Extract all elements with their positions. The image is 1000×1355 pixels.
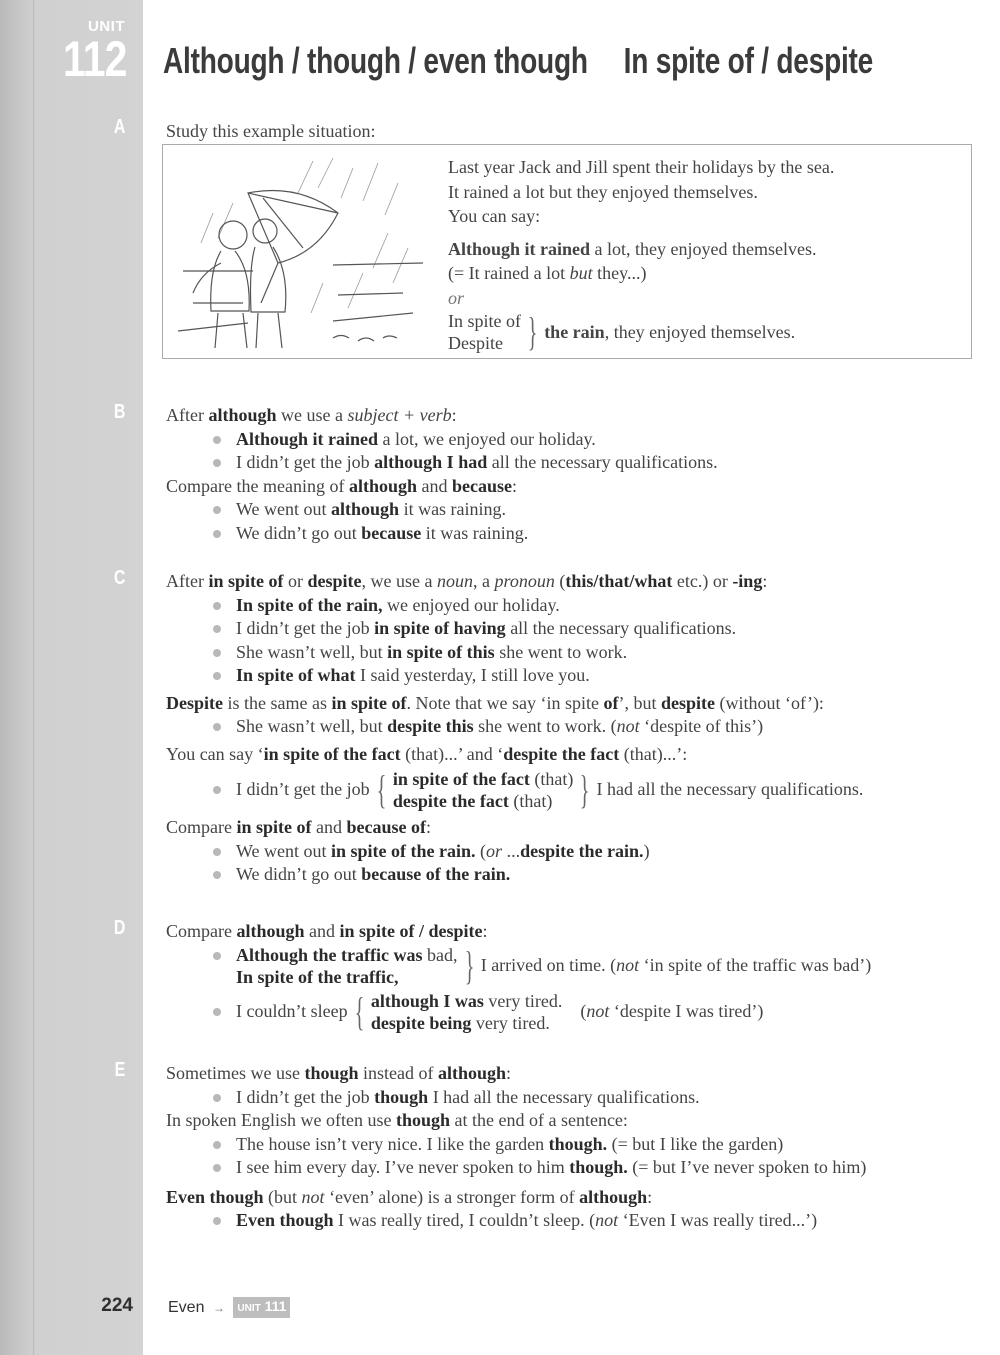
bullet-icon [213, 625, 221, 633]
text: it was raining. [399, 499, 507, 519]
text: we use a [276, 405, 348, 425]
text: we enjoyed our holiday. [382, 594, 560, 615]
bold-word: of [603, 692, 619, 713]
example-bullet [166, 617, 863, 641]
example-bullet [166, 641, 863, 665]
brace-group [236, 768, 863, 812]
example-bullet [166, 1156, 866, 1180]
right-brace-icon: } [580, 767, 590, 812]
text: , they enjoyed themselves. [604, 321, 796, 342]
bold-phrase: Even though [236, 1210, 334, 1230]
spoken-note [166, 1109, 866, 1133]
text: very tired. [471, 1012, 550, 1033]
section-e-intro [166, 1062, 866, 1086]
despite-note [166, 692, 863, 716]
option [236, 945, 458, 965]
example-bullet [166, 522, 718, 546]
text: I arrived on time. ( [480, 954, 617, 975]
section-letter-d: D [113, 917, 125, 939]
italic-word: not [301, 1186, 325, 1207]
box-line-1: Last year Jack and Jill spent their holidays by the sea. [448, 157, 835, 177]
unit-sidebar [0, 0, 143, 1355]
bold-phrase: Even though [166, 1186, 264, 1207]
text: ) [643, 840, 650, 861]
bullet-icon [213, 1164, 221, 1172]
bold-word: despite [307, 571, 362, 591]
bullet-icon [213, 1217, 221, 1225]
italic-phrase: subject + verb [347, 405, 452, 425]
unit-number: 112 [63, 31, 127, 87]
example-bullet [166, 863, 863, 887]
text: , we use a [361, 571, 437, 591]
right-brace-icon: } [527, 309, 538, 354]
text: ( [580, 1000, 587, 1021]
text: a lot, they enjoyed themselves. [590, 238, 817, 259]
section-a-intro: Study this example situation: [166, 121, 376, 141]
text: bad, [422, 944, 458, 965]
text: : [647, 1186, 653, 1207]
section-e [166, 1062, 866, 1233]
example-bullet [166, 1133, 866, 1157]
text: : [426, 817, 432, 837]
text: I was really tired, I couldn’t sleep. ( [333, 1210, 596, 1230]
option-stack [236, 944, 458, 988]
box-line-2: It rained a lot but they enjoyed themselves. [448, 181, 758, 202]
bold-word: because [361, 522, 422, 543]
section-letter-b: B [113, 401, 125, 423]
text: ... [502, 840, 521, 861]
page-binding-edge [33, 0, 34, 1355]
bold-phrase: in spite of this [387, 641, 495, 662]
text: etc.) or [672, 571, 733, 591]
text: We didn’t go out [236, 864, 362, 884]
text: she went to work. [494, 641, 628, 662]
box-example-2 [448, 261, 834, 286]
text: Compare [166, 921, 237, 941]
bold-phrase: the rain [544, 321, 605, 342]
bullet-icon [213, 530, 221, 538]
bold-word: in spite of [236, 817, 312, 837]
text: ‘Even I was really tired...’) [618, 1210, 818, 1230]
text: ‘even’ alone) is a stronger form of [324, 1186, 580, 1207]
text: all the necessary qualifications. [487, 452, 718, 472]
brace-group [236, 944, 871, 988]
option-despite: Despite [448, 333, 503, 353]
bullet-icon [213, 871, 221, 879]
footer-text: Even [168, 1299, 205, 1316]
text: ‘despite of this’) [639, 716, 764, 736]
text: Compare [166, 817, 237, 837]
text: I didn’t get the job [236, 779, 370, 800]
bold-phrase: Although it rained [448, 238, 591, 259]
unit-badge-number: 111 [264, 1298, 287, 1314]
brace-group [236, 990, 763, 1034]
italic-word: noun [436, 571, 473, 591]
text: and [416, 475, 452, 496]
text: I said yesterday, I still love you. [355, 665, 590, 685]
unit-111-link[interactable] [233, 1297, 290, 1318]
text: Sometimes we use [166, 1063, 305, 1083]
bold-word: in spite of [208, 571, 284, 591]
option-in-spite-of: In spite of [448, 311, 521, 331]
text: She wasn’t well, but [236, 716, 388, 736]
example-bullet [166, 498, 718, 522]
text: ‘in spite of the traffic was bad’) [639, 954, 872, 975]
left-brace-icon: { [354, 988, 365, 1034]
section-d [166, 920, 871, 1034]
text: : [762, 571, 768, 591]
compare-intro [166, 475, 718, 499]
section-letter-c: C [113, 567, 125, 589]
text: You can say ‘ [166, 743, 264, 764]
d2-post [580, 1000, 763, 1024]
example-situation-box [162, 144, 972, 359]
bold-word: because [451, 475, 512, 496]
bold-phrase: in spite of the rain. [331, 840, 476, 861]
example-bullet-braced [166, 990, 871, 1034]
italic-word: not [616, 716, 640, 736]
section-b [166, 404, 718, 545]
text: In spoken English we often use [166, 1110, 396, 1130]
text: Compare the meaning of [166, 475, 349, 496]
text: : [506, 1063, 512, 1083]
footer-cross-reference [168, 1297, 290, 1318]
text: I see him every day. I’ve never spoken to him [236, 1157, 570, 1177]
text: is the same as [223, 692, 332, 713]
text: or [283, 571, 308, 591]
bold-word: because of [346, 817, 426, 837]
text: I had all the necessary qualifications. [596, 779, 864, 800]
text: I didn’t get the job [236, 618, 375, 638]
d1-post [481, 954, 872, 978]
rain-umbrella-illustration-icon [173, 153, 433, 353]
section-d-intro [166, 920, 871, 944]
example-text [448, 155, 834, 354]
text: We didn’t go out [236, 522, 362, 543]
bold-phrase: despite the fact [392, 791, 509, 811]
box-or [448, 286, 834, 311]
section-c-intro [166, 570, 863, 594]
bold-word: though [304, 1063, 359, 1083]
page-number: 224 [101, 1295, 133, 1316]
bold-phrase: although I had [374, 452, 488, 472]
text: . Note that we say ‘in spite [406, 692, 604, 713]
text: (that) [508, 791, 553, 811]
bullet-icon [213, 602, 221, 610]
example-bullet [166, 428, 718, 452]
bullet-icon [213, 848, 221, 856]
italic-word: not [616, 954, 640, 975]
bold-phrase: despite the rain. [520, 840, 644, 861]
bullet-icon [213, 1094, 221, 1102]
or-word: or [448, 287, 465, 308]
bold-word: this/that/what [565, 571, 673, 591]
title-part-1: Although / though / even though [163, 40, 588, 81]
bullet-icon [213, 1141, 221, 1149]
text: (= but I’ve never spoken to him) [627, 1157, 867, 1177]
bold-phrase: In spite of the rain, [236, 594, 383, 615]
text: at the end of a sentence: [450, 1110, 628, 1130]
bold-phrase: in spite of / despite [339, 921, 483, 941]
box-line-3: You can say: [448, 206, 541, 226]
italic-word: not [586, 1000, 610, 1021]
bold-word: though. [548, 1133, 608, 1154]
text: she went to work. ( [473, 716, 617, 736]
option [393, 769, 573, 789]
option [371, 991, 563, 1011]
bullet-icon [213, 786, 221, 794]
left-brace-icon: { [376, 767, 387, 812]
text: She wasn’t well, but [236, 641, 388, 662]
section-c [166, 570, 863, 887]
bold-phrase: In spite of the traffic, [236, 966, 399, 987]
bold-phrase: in spite of the fact [392, 769, 530, 789]
text: After [166, 571, 209, 591]
bold-word: -ing [732, 571, 763, 591]
text: ’, but [618, 692, 661, 713]
text: We went out [236, 840, 332, 861]
italic-word: but [569, 263, 593, 283]
bold-word: although [579, 1186, 648, 1207]
bold-word: although [438, 1063, 507, 1083]
example-bullet [166, 451, 718, 475]
text: The house isn’t very nice. I like the garden [236, 1133, 549, 1154]
bullet-icon [213, 672, 221, 680]
bold-phrase: in spite of the fact [263, 743, 401, 764]
text: (that) [529, 769, 574, 789]
example-bullet [166, 594, 863, 618]
bullet-icon [213, 723, 221, 731]
bullet-icon [213, 649, 221, 657]
arrow-right-icon: → [212, 1301, 225, 1315]
example-3-rest [544, 320, 795, 345]
page-title [163, 40, 873, 82]
text: I had all the necessary qualifications. [428, 1086, 700, 1107]
text: instead of [358, 1063, 438, 1083]
text: ( [475, 840, 487, 861]
option-stack [448, 310, 521, 354]
unit-badge-label: UNIT [237, 1303, 261, 1314]
text: : [482, 921, 488, 941]
title-part-2: In spite of / despite [623, 40, 874, 81]
bullet-icon [213, 1008, 221, 1016]
right-brace-icon: } [464, 942, 474, 988]
text: a lot, we enjoyed our holiday. [378, 428, 596, 449]
example-bullet-braced [166, 768, 863, 812]
compare-2-intro [166, 816, 863, 840]
bold-word: in spite of [331, 692, 407, 713]
text: very tired. [483, 990, 563, 1011]
bold-word: though [395, 1110, 450, 1130]
section-letter-e: E [114, 1059, 125, 1081]
section-b-intro [166, 404, 718, 428]
bold-phrase: in spite of having [374, 618, 506, 638]
bullet-icon [213, 952, 221, 960]
example-bullet [166, 664, 863, 688]
bold-phrase: because of the rain. [361, 864, 511, 884]
option-stack [393, 768, 573, 812]
text: ‘despite I was tired’) [609, 1000, 764, 1021]
example-bullet-braced [166, 944, 871, 988]
text: After [166, 405, 209, 425]
bullet-icon [213, 436, 221, 444]
example-bullet [166, 1086, 866, 1110]
section-letter-a: A [113, 116, 125, 138]
bold-phrase: although I was [370, 990, 484, 1011]
bold-phrase: Although it rained [236, 428, 379, 449]
text: I didn’t get the job [236, 1086, 375, 1107]
bold-phrase: despite being [370, 1012, 472, 1033]
text: , a [472, 571, 495, 591]
even-though-note [166, 1186, 866, 1210]
bold-word: though. [569, 1157, 628, 1177]
text: We went out [236, 499, 332, 519]
text: : [451, 405, 457, 425]
text: they...) [592, 263, 647, 283]
text: (= It rained a lot [448, 263, 570, 283]
bold-phrase: despite this [387, 716, 474, 736]
fact-note [166, 743, 863, 767]
text: (= but I like the garden) [607, 1133, 784, 1154]
text: I didn’t get the job [236, 452, 375, 472]
box-example-3 [448, 310, 795, 354]
bold-word: although [331, 499, 400, 519]
bold-word: although [208, 405, 277, 425]
text: and [304, 921, 340, 941]
option [371, 1013, 550, 1033]
bold-phrase: despite the fact [503, 743, 620, 764]
text: ( [554, 571, 566, 591]
unit-label: UNIT [88, 18, 125, 35]
text: and [311, 817, 347, 837]
box-example-1 [448, 237, 834, 262]
bullet-icon [213, 506, 221, 514]
text: (without ‘of’): [714, 692, 824, 713]
bold-word: Despite [166, 692, 223, 713]
bold-phrase: In spite of what [236, 665, 356, 685]
italic-word: pronoun [494, 571, 555, 591]
text: I couldn’t sleep [236, 1000, 348, 1021]
bold-word: though [374, 1086, 429, 1107]
option [393, 791, 552, 811]
text: (but [263, 1186, 302, 1207]
text: (that)...’: [619, 743, 688, 764]
bold-word: although [236, 921, 305, 941]
text: (that)...’ and ‘ [400, 743, 504, 764]
example-bullet [166, 840, 863, 864]
example-bullet [166, 715, 863, 739]
bullet-icon [213, 459, 221, 467]
text: : [511, 475, 517, 496]
bold-word: although [348, 475, 417, 496]
text: all the necessary qualifications. [505, 618, 737, 638]
text: it was raining. [421, 522, 529, 543]
bold-word: despite [660, 692, 715, 713]
bold-phrase: Although the traffic was [236, 944, 423, 965]
italic-word: or [486, 840, 503, 861]
option-stack [371, 990, 563, 1034]
italic-word: not [595, 1210, 619, 1230]
example-bullet [166, 1209, 866, 1233]
